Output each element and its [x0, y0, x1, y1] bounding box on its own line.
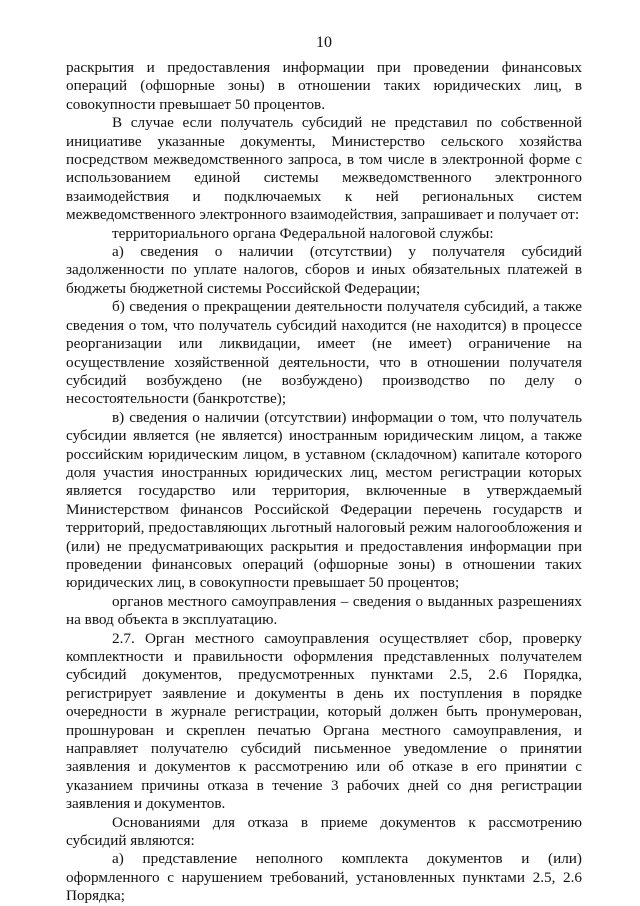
paragraph: территориального органа Федеральной налоговой службы: — [112, 224, 494, 242]
page-number: 10 — [316, 34, 332, 51]
paragraph: а) представление неполного комплекта документов и (или) оформленного с нарушением требований, установленных пунктами 2.5, 2.6 Порядка; — [66, 850, 582, 905]
paragraph: органов местного самоуправления – сведения о выданных разрешениях на ввод объекта в эксплуатацию. — [66, 592, 582, 629]
paragraph: В случае если получатель субсидий не представил по собственной инициативе указанные документы, Министерство сельского хозяйства посредством межведомственного запроса, в том числе в электронной форме с использованием единой системы межведомственного электронного взаимодействия и подключаемых к ней региональных систем межведомственного электронного взаимодействия, запрашивает и получает от: — [66, 114, 582, 224]
paragraph: раскрытия и предоставления информации при проведении финансовых операций (офшорные зоны) в отношении таких юридических лиц, в совокупности превышает 50 процентов. — [66, 59, 582, 113]
paragraph: б) сведения о прекращении деятельности получателя субсидий, а также сведения о том, что получатель субсидий находится (не находится) в процессе реорганизации или ликвидации, имеет (не имеет) ограничение на осуществление хозяйственной деятельности, что в отношении получателя субсидий возбуждено (не возбуждено) производство по делу о несостоятельности (банкротстве); — [66, 298, 582, 408]
paragraph: 2.7. Орган местного самоуправления осуществляет сбор, проверку комплектности и правильности оформления представленных получателем субсидий документов, предусмотренных пунктами 2.5, 2.6 Порядка, регистрирует заявление и документы в день их поступления в порядке очередности в журнале регистрации, который должен быть пронумерован, прошнурован и скреплен печатью Органа местного самоуправления, и направляет получателю субсидий письменное уведомление о принятии заявления и документов к рассмотрению или об отказе в его принятии с указанием причины отказа в течение 3 рабочих дней со дня регистрации заявления и документов. — [66, 629, 582, 813]
paragraph: в) сведения о наличии (отсутствии) информации о том, что получатель субсидии является (не является) иностранным юридическим лицом, а также российским юридическим лицом, в уставном (складочном) капитале которого доля участия иностранных юридических лиц, местом регистрации которых является государство или территория, включенные в утверждаемый Министерством финансов Российской Федерации перечень государств и территорий, предоставляющих льготный налоговый режим налогообложения и (или) не предусматривающих раскрытия и предоставления информации при проведении финансовых операций (офшорные зоны) в отношении таких юридических лиц, в совокупности превышает 50 процентов; — [66, 408, 582, 592]
paragraph: а) сведения о наличии (отсутствии) у получателя субсидий задолженности по уплате налогов, сборов и иных обязательных платежей в бюджеты бюджетной системы Российской Федерации; — [66, 243, 582, 297]
paragraph: Основаниями для отказа в приеме документов к рассмотрению субсидий являются: — [66, 813, 582, 850]
document-body — [66, 59, 582, 906]
